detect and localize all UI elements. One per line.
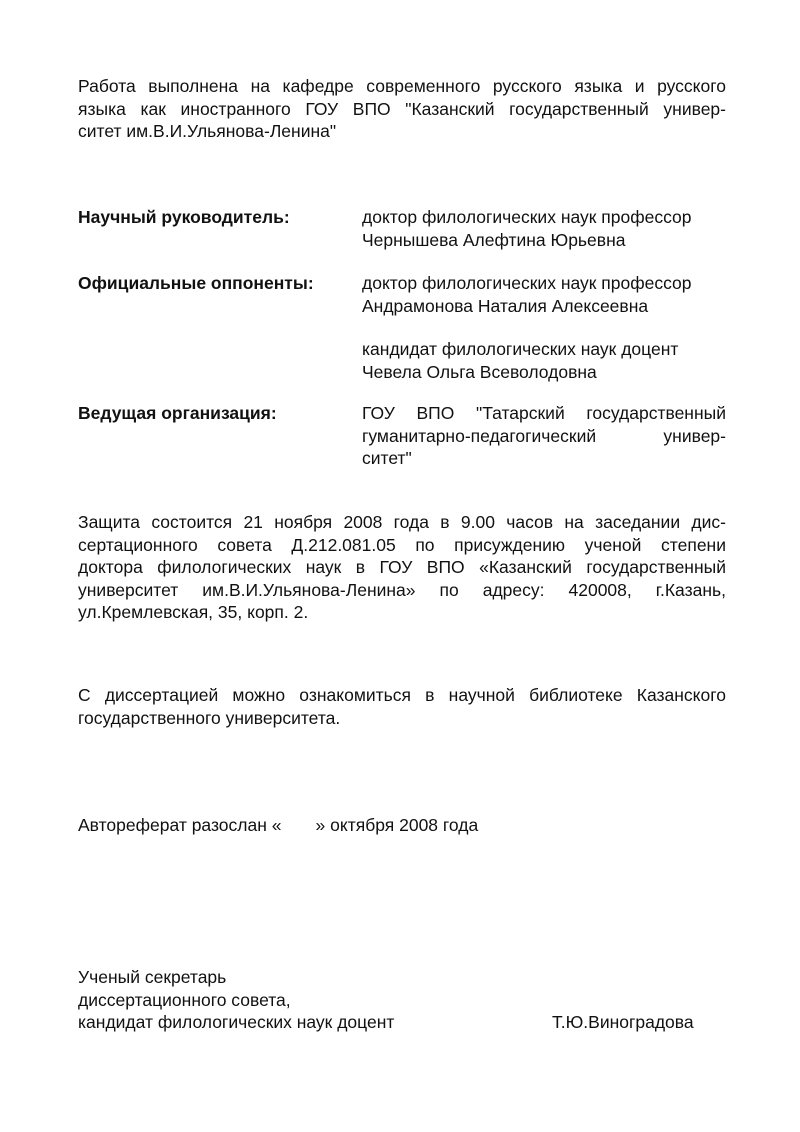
- sent-date-line: [78, 814, 478, 837]
- secretary-name: Т.Ю.Виноградова: [552, 1012, 694, 1032]
- lead-org-line: ситет": [362, 448, 412, 468]
- signature-line: Ученый секретарь: [78, 967, 227, 987]
- supervisor-label: Научный руководитель:: [78, 207, 290, 227]
- supervisor-value: [362, 206, 726, 251]
- opponents-value: [362, 272, 726, 383]
- defense-line: Защита состоится 21 ноября 2008 года в 9.00 часов на заседании дис-: [78, 512, 726, 532]
- lead-org-line: ГОУ ВПО "Татарский государственный: [362, 403, 726, 423]
- lead-org-value: [362, 402, 726, 470]
- supervisor-line: Чернышева Алефтина Юрьевна: [362, 229, 626, 250]
- defense-line: доктора филологических наук в ГОУ ВПО «Казанский государственный: [78, 557, 726, 577]
- lead-org-label: Ведущая организация:: [78, 403, 277, 423]
- sent-date-suffix: » октября 2008 года: [315, 815, 479, 835]
- library-line: С диссертацией можно ознакомиться в научной библиотеке Казанского: [78, 685, 726, 705]
- opponent-line: кандидат филологических наук доцент: [362, 339, 679, 359]
- signature-line: кандидат филологических наук доцент: [78, 1012, 395, 1032]
- defense-line: сертационного совета Д.212.081.05 по присуждению ученой степени: [78, 534, 726, 555]
- defense-line: ул.Кремлевская, 35, корп. 2.: [78, 602, 309, 622]
- intro-line: ситет им.В.И.Ульянова-Ленина": [78, 121, 337, 141]
- opponents-label: Официальные оппоненты:: [78, 273, 314, 293]
- supervisor-line: доктор филологических наук профессор: [362, 207, 692, 227]
- opponent-line: Чевела Ольга Всеволодовна: [362, 361, 597, 382]
- defense-line: университет им.В.И.Ульянова-Ленина» по адресу: 420008, г.Казань,: [78, 579, 726, 600]
- signature-line: диссертационного совета,: [78, 989, 291, 1010]
- library-line: государственного университета.: [78, 707, 341, 728]
- opponent-line: Андрамонова Наталия Алексеевна: [362, 295, 649, 316]
- sent-date-prefix: Автореферат разослан «: [78, 815, 282, 835]
- lead-org-line: гуманитарно-педагогический универ-: [362, 425, 726, 446]
- defense-paragraph: [78, 511, 726, 624]
- signature-block: [78, 966, 718, 1034]
- intro-line: языка как иностранного ГОУ ВПО "Казанский государственный универ-: [78, 98, 726, 119]
- library-paragraph: [78, 684, 726, 729]
- sent-date-blank: [281, 815, 315, 835]
- opponent-line: доктор филологических наук профессор: [362, 273, 692, 293]
- intro-paragraph: [78, 75, 726, 143]
- opponents-spacer: [362, 317, 726, 338]
- intro-line: Работа выполнена на кафедре современного русского языка и русского: [78, 76, 726, 96]
